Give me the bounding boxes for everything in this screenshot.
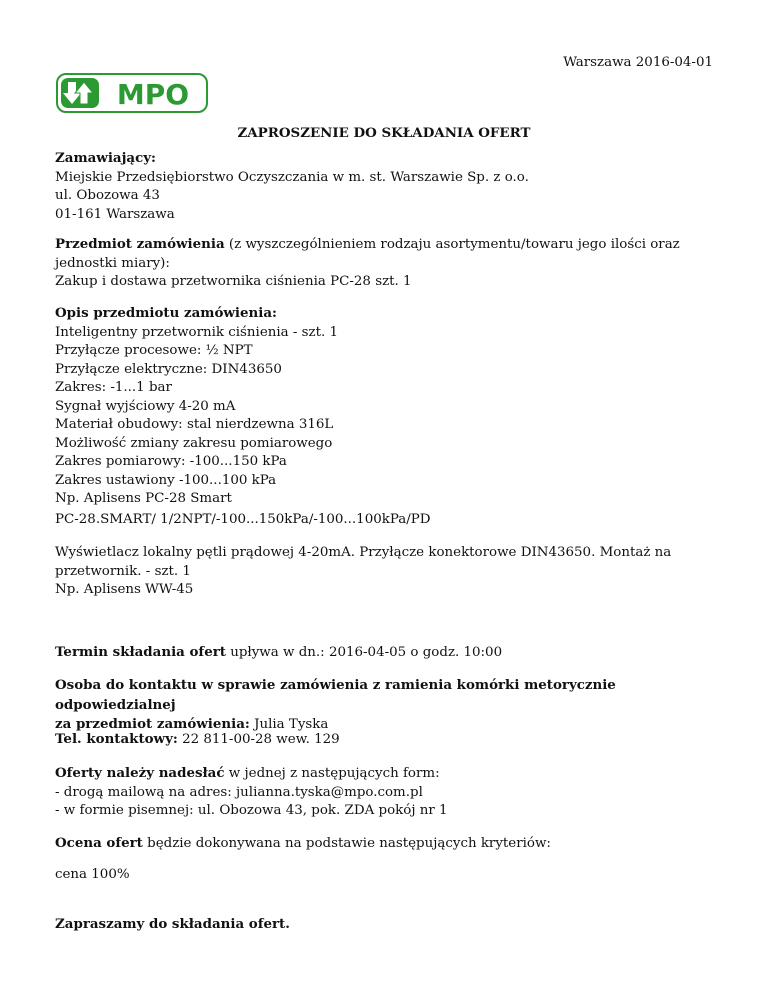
osoba-name: Julia Tyska — [249, 717, 329, 732]
opis-line: Zakres pomiarowy: -100...150 kPa — [55, 454, 287, 469]
section-termin — [55, 643, 735, 663]
opis-line: Np. Aplisens PC-28 Smart — [55, 491, 232, 506]
oferty-line: - drogą mailową na adres: julianna.tyska@mpo.com.pl — [55, 784, 423, 800]
przedmiot-value: Zakup i dostawa przetwornika ciśnienia PC-28 szt. 1 — [55, 274, 412, 289]
section-display — [55, 544, 735, 600]
opis-line: Przyłącze elektryczne: DIN43650 — [55, 361, 282, 377]
oferty-text: w jednej z następujących form: — [224, 766, 440, 781]
zamawiajacy-line: Miejskie Przedsiębiorstwo Oczyszczania w m. st. Warszawie Sp. z o.o. — [55, 169, 529, 185]
ocena-text: będzie dokonywana na podstawie następujących kryteriów: — [142, 836, 551, 851]
opis-line: Przyłącze procesowe: ½ NPT — [55, 343, 253, 358]
tel-value: 22 811-00-28 wew. 129 — [177, 732, 340, 747]
opis-line: Sygnał wyjściowy 4-20 mA — [55, 398, 236, 414]
oferty-line: - w formie pisemnej: ul. Obozowa 43, pok. ZDA pokój nr 1 — [55, 803, 448, 818]
tel-label: Tel. kontaktowy: — [55, 731, 178, 747]
section-opis — [55, 304, 735, 509]
product-code: PC-28.SMART/ 1/2NPT/-100...150kPa/-100...100kPa/PD — [55, 512, 431, 527]
opis-line: Zakres ustawiony -100...100 kPa — [55, 472, 277, 488]
ocena-criteria: cena 100% — [55, 867, 130, 882]
display-line: Wyświetlacz lokalny pętli prądowej 4-20mA. Przyłącze konektorowe DIN43650. Montaż na — [55, 545, 672, 560]
zamawiajacy-line: 01-161 Warszawa — [55, 206, 175, 222]
document-title: ZAPROSZENIE DO SKŁADANIA OFERT — [237, 125, 531, 141]
osoba-label-cont: za przedmiot zamówienia: — [55, 716, 250, 732]
display-line: Np. Aplisens WW-45 — [55, 582, 194, 597]
termin-label: Termin składania ofert — [55, 644, 226, 660]
section-przedmiot — [55, 235, 735, 292]
opis-line: Zakres: -1...1 bar — [55, 380, 172, 395]
section-closing — [55, 915, 735, 935]
logo-text: MPO — [116, 78, 190, 111]
opis-line: Inteligentny przetwornik ciśnienia - szt. 1 — [55, 324, 339, 340]
opis-line: Możliwość zmiany zakresu pomiarowego — [55, 435, 333, 451]
closing-text: Zapraszamy do składania ofert. — [55, 916, 290, 932]
przedmiot-label: Przedmiot zamówienia — [55, 236, 225, 252]
section-osoba — [55, 676, 735, 735]
przedmiot-note: (z wyszczególnieniem rodzaju asortymentu/towaru jego ilości oraz — [224, 237, 680, 252]
mpo-logo — [56, 73, 208, 113]
oferty-label: Oferty należy nadesłać — [55, 765, 225, 781]
zamawiajacy-label: Zamawiający: — [55, 150, 156, 166]
display-line: przetwornik. - szt. 1 — [55, 563, 191, 579]
recycle-arrows-icon — [61, 78, 99, 108]
section-ocena — [55, 834, 735, 854]
section-tel — [55, 730, 735, 750]
zamawiajacy-line: ul. Obozowa 43 — [55, 188, 160, 203]
ocena-label: Ocena ofert — [55, 835, 143, 851]
opis-line: Materiał obudowy: stal nierdzewna 316L — [55, 417, 334, 432]
section-zamawiajacy — [55, 149, 735, 224]
osoba-label: Osoba do kontaktu w sprawie zamówienia z ramienia komórki metorycznie odpowiedzialnej — [55, 677, 616, 713]
section-oferty — [55, 764, 735, 821]
document-date: Warszawa 2016-04-01 — [563, 55, 713, 70]
termin-text: upływa w dn.: 2016-04-05 o godz. 10:00 — [225, 645, 503, 660]
opis-label: Opis przedmiotu zamówienia: — [55, 305, 277, 321]
przedmiot-note-cont: jednostki miary): — [55, 255, 170, 271]
